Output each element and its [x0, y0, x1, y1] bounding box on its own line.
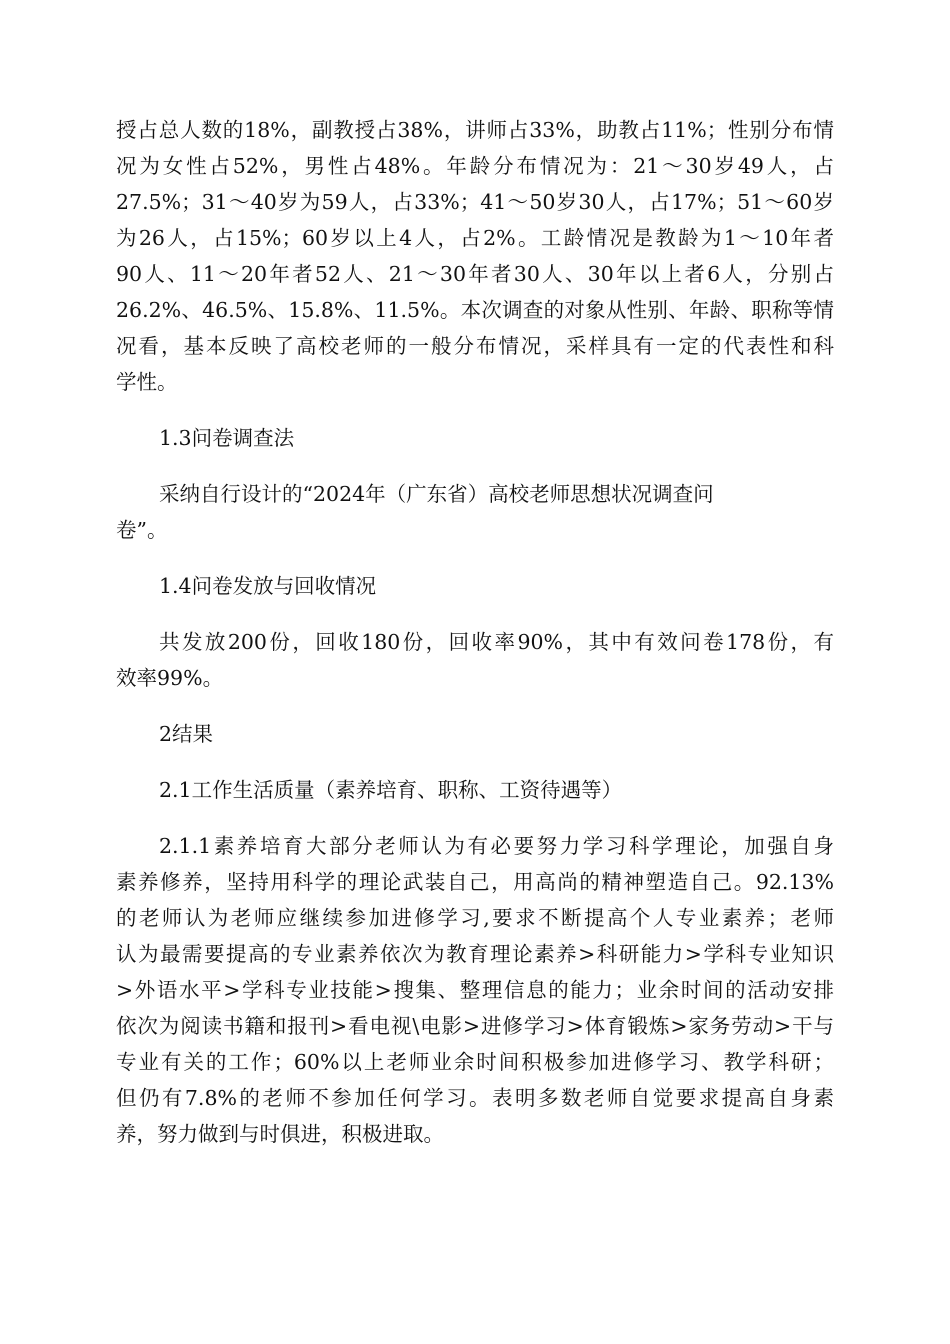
text-line: 认为最需要提高的专业素养依次为教育理论素养>科研能力>学科专业知识 [116, 942, 834, 966]
text-line: >外语水平>学科专业技能>搜集、整理信息的能力；业余时间的活动安排 [116, 978, 834, 1002]
text-line: 27.5%；31～40岁为59人，占33%；41～50岁30人，占17%；51～60岁 [116, 190, 834, 214]
text-line: 效率99%。 [116, 666, 224, 690]
text-line: 为26人，占15%；60岁以上4人，占2%。工龄情况是教龄为1～10年者 [116, 226, 834, 250]
text-line: 养，努力做到与时俱进，积极进取。 [116, 1122, 444, 1146]
text-line: 的老师认为老师应继续参加进修学习,要求不断提高个人专业素养；老师 [116, 906, 834, 930]
text-line: 素养修养，坚持用科学的理论武装自己，用高尚的精神塑造自己。92.13% [116, 870, 834, 894]
text-line: 依次为阅读书籍和报刊>看电视\电影>进修学习>体育锻炼>家务劳动>干与 [116, 1014, 834, 1038]
text-line: 2.1.1素养培育大部分老师认为有必要努力学习科学理论，加强自身 [159, 834, 834, 858]
heading-text: 2.1工作生活质量（素养培育、职称、工资待遇等） [159, 778, 623, 802]
section-heading-2-1 [116, 772, 834, 808]
text-line: 共发放200份，回收180份，回收率90%，其中有效问卷178份，有 [159, 630, 834, 654]
text-line: 授占总人数的18%，副教授占38%，讲师占33%，助教占11%；性别分布情 [116, 118, 834, 142]
text-line: 况看，基本反映了高校老师的一般分布情况，采样具有一定的代表性和科 [116, 334, 834, 358]
text-line: 90人、11～20年者52人、21～30年者30人、30年以上者6人，分别占 [116, 262, 834, 286]
text-line: 况为女性占52%，男性占48%。年龄分布情况为：21～30岁49人，占 [116, 154, 834, 178]
text-line: 采纳自行设计的“2024年（广东省）高校老师思想状况调查问 [159, 482, 714, 506]
heading-text: 1.4问卷发放与回收情况 [159, 574, 377, 598]
section-heading-1-4 [116, 568, 834, 604]
text-line: 26.2%、46.5%、15.8%、11.5%。本次调查的对象从性别、年龄、职称等情 [116, 298, 834, 322]
paragraph-cultivation [116, 828, 834, 1152]
section-heading-2 [116, 716, 834, 752]
document-body [116, 112, 834, 1152]
section-heading-1-3 [116, 420, 834, 456]
paragraph-questionnaire [116, 476, 834, 548]
paragraph-sample-distribution [116, 112, 834, 400]
text-line: 专业有关的工作；60%以上老师业余时间积极参加进修学习、教学科研； [116, 1050, 834, 1074]
text-line: 学性。 [116, 370, 178, 394]
heading-text: 2结果 [159, 722, 214, 746]
text-line: 卷”。 [116, 518, 168, 542]
paragraph-distribution-recovery [116, 624, 834, 696]
heading-text: 1.3问卷调查法 [159, 426, 295, 450]
text-line: 但仍有7.8%的老师不参加任何学习。表明多数老师自觉要求提高自身素 [116, 1086, 834, 1110]
